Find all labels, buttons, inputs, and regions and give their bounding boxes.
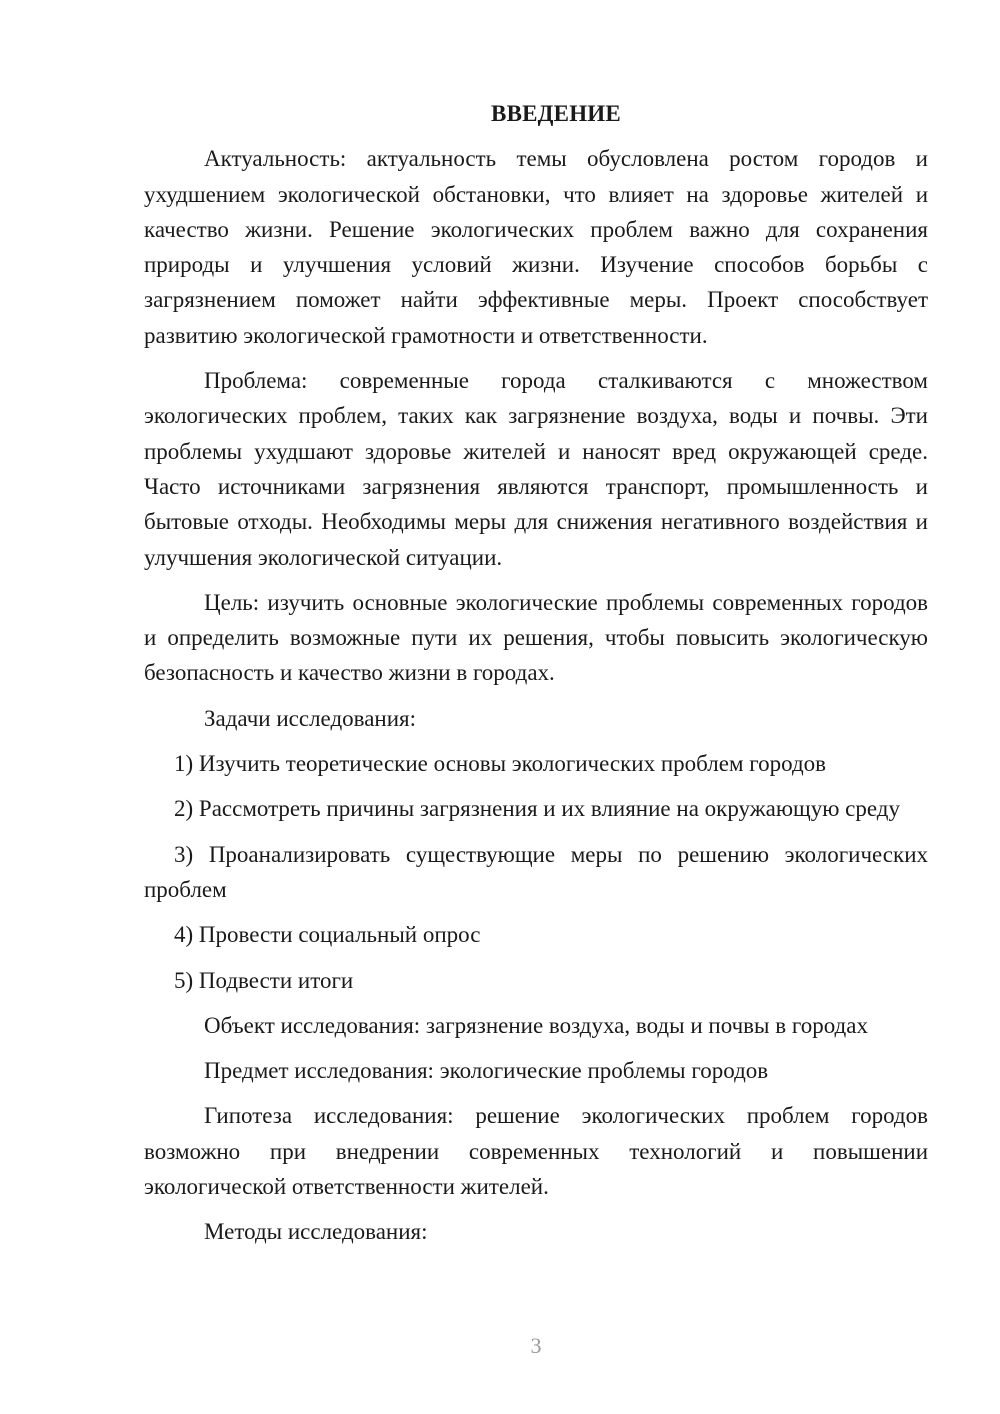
task-item-5: 5) Подвести итоги (174, 967, 354, 993)
task-item-2: 2) Рассмотреть причины загрязнения и их влияние на окружающую среду (174, 796, 900, 822)
task-item-3: 3) Проанализировать существующие меры по решению экологических проблем (144, 841, 928, 902)
task-item-4: 4) Провести социальный опрос (174, 922, 481, 948)
relevance-paragraph: Актуальность: актуальность темы обусловлена ростом городов и ухудшением экологической обстановки, что влияет на здоровье жителей и качество жизни. Решение экологических проблем важно для сохранения природы и улучшения условий жизни. Изучение способов борьбы с загрязнением поможет найти эффективные меры. Проект способствует развитию экологической грамотности и ответственности. (144, 146, 928, 348)
problem-paragraph: Проблема: современные города сталкиваются с множеством экологических проблем, таких как загрязнение воздуха, воды и почвы. Эти проблемы ухудшают здоровье жителей и наносят вред окружающей среде. Часто источниками загрязнения являются транспорт, промышленность и бытовые отходы. Необходимы меры для снижения негативного воздействия и улучшения экологической ситуации. (144, 368, 928, 570)
page-heading: ВВЕДЕНИЕ (491, 101, 621, 126)
tasks-title: Задачи исследования: (204, 705, 417, 731)
object-paragraph: Объект исследования: загрязнение воздуха, воды и почвы в городах (204, 1012, 868, 1038)
task-item-1: 1) Изучить теоретические основы экологических проблем городов (174, 751, 827, 777)
subject-paragraph: Предмет исследования: экологические проблемы городов (204, 1058, 769, 1084)
methods-title: Методы исследования: (204, 1219, 428, 1245)
page-number: 3 (530, 1333, 542, 1358)
hypothesis-paragraph: Гипотеза исследования: решение экологических проблем городов возможно при внедрении современных технологий и повышении экологической ответственности жителей. (144, 1103, 928, 1200)
goal-paragraph: Цель: изучить основные экологические проблемы современных городов и определить возможные пути их решения, чтобы повысить экологическую безопасность и качество жизни в городах. (144, 589, 928, 686)
page-content (144, 96, 928, 1260)
